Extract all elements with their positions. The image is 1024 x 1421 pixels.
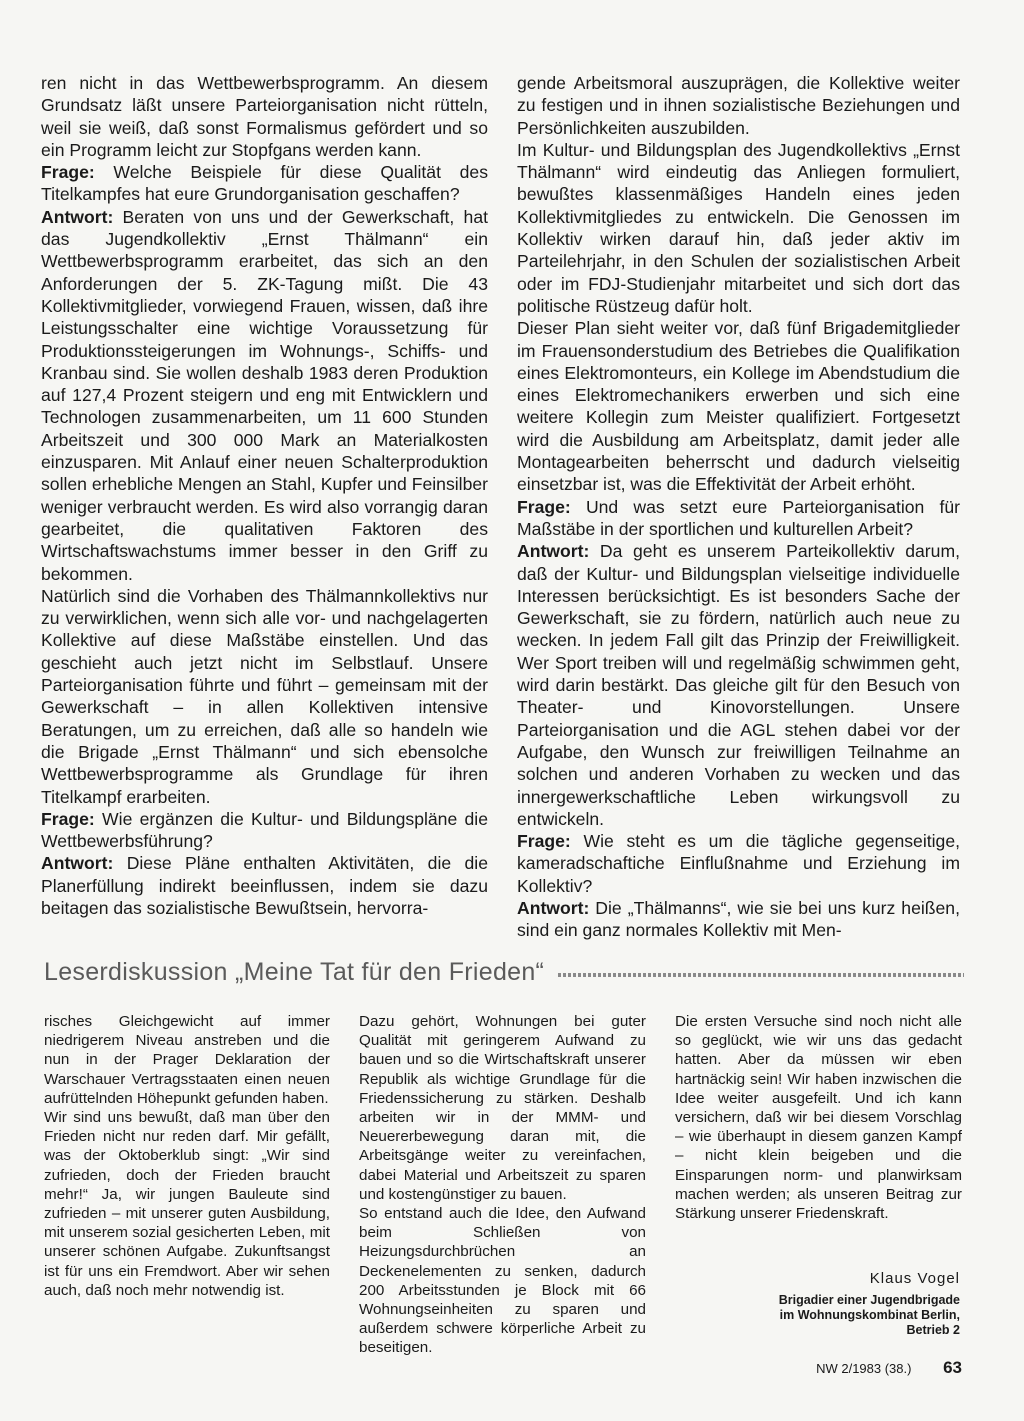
paragraph-text: Wir sind uns bewußt, daß man über den Frieden nicht nur reden darf. Mir gefällt, was der Oktoberklub singt: „Wir sind zufrieden, doch der Frieden braucht mehr!“ Ja, wir jungen Bauleute sind zufrieden – mit unserer guten Ausbildung, mit unserem sozial gesicherten Leben, mit unserer schönen Aufgabe. Zukunftsangst ist für uns ein Fremdwort. Aber wir sehen auch, daß noch mehr notwendig ist. (44, 1109, 330, 1299)
paragraph-text: Dazu gehört, Wohnungen bei guter Qualität mit geringerem Aufwand zu bauen und so die Wirtschaftskraft unserer Republik als wichtige Grundlage für die Friedenssicherung zu stärken. Deshalb arbeiten wir in der MMM- und Neuererbewegung daran mit, die Arbeitsgänge weiter zu vereinfachen, dabei Material und Arbeitszeit zu sparen und kostengünstiger zu bauen. (359, 1013, 646, 1203)
paragraph (41, 852, 488, 919)
issue-label: NW 2/1983 (38.) (816, 1361, 912, 1376)
section-banner (44, 955, 964, 989)
paragraph (359, 1204, 646, 1358)
qa-label: Antwort: (517, 897, 590, 918)
paragraph (41, 72, 488, 161)
paragraph (41, 585, 488, 808)
paragraph-text: Beraten von uns und der Gewerkschaft, hat das Jugendkollektiv „Ernst Thälmann“ ein Wettbewerbsprogramm erarbeitet, das sich an den Anforderungen der 5. ZK-Tagung mißt. Die 43 Kollektivmitglieder, vorwiegend Frauen, wissen, daß ihre Leistungsschalter eine wichtige Voraussetzung für Produktionssteigerungen im Wohnungs-, Schiffs- und Kranbau sind. Sie wollen deshalb 1983 deren Produktion auf 127,4 Prozent steigern und eng mit Entwicklern und Technologen zusammenarbeiten, um 11 600 Stunden Arbeitszeit und 300 000 Mark an Materialkosten einzusparen. Mit Anlauf einer neuen Schalterproduktion sollen erhebliche Mengen an Stahl, Kupfer und Feinsilber weniger verbraucht werden. Es wird also vorrangig daran gearbeitet, die qualitativen Faktoren des Wirtschaftswachstums immer besser in den Griff zu bekommen. (41, 206, 488, 584)
author-block (740, 1270, 960, 1338)
paragraph-text: So entstand auch die Idee, den Aufwand beim Schließen von Heizungsdurchbrüchen an Deckenelementen zu senken, dadurch 200 Arbeitsstunden je Block mit 66 Wohnungseinheiten zu sparen und außerdem schwere körperliche Arbeit zu beseitigen. (359, 1205, 646, 1357)
author-role-line: Brigadier einer Jugendbrigade (778, 1293, 960, 1307)
paragraph-text: Und was setzt eure Parteiorganisation für Maßstäbe in der sportlichen und kulturellen Arbeit? (517, 496, 960, 539)
qa-label: Antwort: (41, 853, 114, 874)
author-role (740, 1293, 960, 1338)
paragraph-text: Dieser Plan sieht weiter vor, daß fünf Brigademitglieder im Frauensonderstudium des Betriebes die Qualifikation eines Elektromonteurs, ein Kollege im Abendstudium die eines Elektromechanikers erwerben und sich eine weitere Kollegin zum Meister qualifiziert. Fortgesetzt wird die Ausbildung am Arbeitsplatz, damit jeder alle Montagearbeiten beherrscht und dadurch vielseitig einsetzbar ist, was die Effektivität der Arbeit erhöht. (517, 318, 960, 495)
paragraph-text: Wie ergänzen die Kultur- und Bildungspläne die Wettbewerbsführung? (41, 808, 488, 852)
paragraph (359, 1012, 646, 1204)
page-footer (600, 1358, 962, 1378)
paragraph (44, 1108, 330, 1300)
paragraph-text: Im Kultur- und Bildungsplan des Jugendkollektivs „Ernst Thälmann“ wird eindeutig das Anliegen formuliert, bewußtes klassenmäßiges Handeln eines jeden Kollektivmitgliedes zu entwickeln. Die Genossen im Kollektiv wirken darauf hin, daß jeder aktiv im Parteilehrjahr, in den Schulen der sozialistischen Arbeit oder im FDJ-Studienjahr mitarbeitet und sich dort das politische Rüstzeug dafür holt. (517, 139, 960, 316)
author-role-line: im Wohnungskombinat Berlin, (779, 1308, 960, 1322)
qa-label: Antwort: (517, 541, 590, 562)
paragraph (517, 897, 960, 942)
paragraph (41, 808, 488, 853)
article-column-2 (517, 72, 960, 942)
paragraph-text: Da geht es unserem Parteikollektiv darum, daß der Kultur- und Bildungsplan vielseitige individuelle Interessen berücksichtigt. Es ist besonders Sache der Gewerkschaft, sie zu fördern, natürlich auch neue zu wecken. In jedem Fall gilt das Prinzip der Freiwilligkeit. Wer Sport treiben will und regelmäßig schwimmen geht, wird darin bestärkt. Das gleiche gilt für den Besuch von Theater- und Kinovorstellungen. Unsere Parteiorganisation und die AGL stehen dabei vor der Aufgabe, den Wunsch zur freiwilligen Teilnahme an solchen und anderen Vorhaben zu wecken und das innergewerkschaftliche Leben wirkungsvoll zu entwickeln. (517, 541, 960, 829)
paragraph-text: Wie steht es um die tägliche gegenseitige, kameradschaftiche Einflußnahme und Erziehung im Kollektiv? (517, 831, 960, 896)
qa-label: Frage: (517, 496, 571, 517)
page-number: 63 (943, 1358, 962, 1377)
paragraph (517, 830, 960, 897)
author-role-line: Betrieb 2 (906, 1323, 960, 1337)
section-rule (558, 973, 964, 977)
qa-label: Frage: (41, 808, 95, 829)
paragraph (44, 1012, 330, 1108)
paragraph-text: Die „Thälmanns“, wie sie bei uns kurz heißen, sind ein ganz normales Kollektiv mit Men- (517, 897, 960, 941)
paragraph-text: Welche Beispiele für diese Qualität des Titelkampfes hat eure Grundorganisation geschaffen? (41, 162, 488, 205)
section-title: Leserdiskussion „Meine Tat für den Frieden“ (44, 957, 545, 986)
paragraph-text: Die ersten Versuche sind noch nicht alle so geglückt, wie wir uns das gedacht hatten. Aber da müssen wir eben hartnäckig sein! Wir haben inzwischen die Idee weiter ausgefeilt. Und ich kann versichern, daß wir bei diesem Vorschlag – wie überhaupt in diesem ganzen Kampf – nicht klein beigeben und die Einsparungen norm- und planwirksam machen werden; als unseren Beitrag zur Stärkung unserer Friedenskraft. (675, 1013, 962, 1223)
paragraph (517, 317, 960, 495)
qa-label: Antwort: (41, 206, 114, 227)
paragraph-text: Diese Pläne enthalten Aktivitäten, die die Planerfüllung indirekt beeinflussen, indem sie dazu beitagen das sozialistische Bewußtsein, hervorra- (41, 853, 488, 918)
paragraph (517, 139, 960, 317)
paragraph-text: Natürlich sind die Vorhaben des Thälmannkollektivs nur zu verwirklichen, wenn sich alle vor- und nachgelagerten Kollektive auf diese Maßstäbe einstellen. Und das geschieht auch jetzt nicht im Selbstlauf. Unsere Parteiorganisation führte und führt – gemeinsam mit der Gewerkschaft – in allen Kollektiven intensive Beratungen, um zu erreichen, daß alle so handeln wie die Brigade „Ernst Thälmann“ und sich ebensolche Wettbewerbsprogramme als Grundlage für ihren Titelkampf erarbeiten. (41, 585, 488, 807)
paragraph-text: gende Arbeitsmoral auszuprägen, die Kollektive weiter zu festigen und in ihnen sozialistische Beziehungen und Persönlichkeiten auszubilden. (517, 73, 960, 138)
paragraph (41, 161, 488, 206)
letter-column-1 (44, 1012, 330, 1300)
qa-label: Frage: (517, 831, 571, 852)
paragraph (517, 72, 960, 139)
letter-column-3 (675, 1012, 962, 1223)
qa-label: Frage: (41, 162, 95, 183)
author-name: Klaus Vogel (869, 1270, 960, 1287)
paragraph-text: risches Gleichgewicht auf immer niedrigerem Niveau anstreben und die nun in der Prager Deklaration der Warschauer Vertragsstaaten einen neuen aufrüttelnden Höhepunkt gefunden haben. (44, 1013, 330, 1107)
paragraph (517, 540, 960, 830)
paragraph (517, 496, 960, 541)
paragraph (675, 1012, 962, 1223)
letter-column-2 (359, 1012, 646, 1358)
paragraph-text: ren nicht in das Wettbewerbsprogramm. An diesem Grundsatz läßt unsere Parteiorganisation nicht rütteln, weil sie weiß, daß sonst Formalismus gefördert und so ein Programm leicht zur Stopfgans werden kann. (41, 73, 488, 160)
article-column-1 (41, 72, 488, 919)
paragraph (41, 206, 488, 585)
